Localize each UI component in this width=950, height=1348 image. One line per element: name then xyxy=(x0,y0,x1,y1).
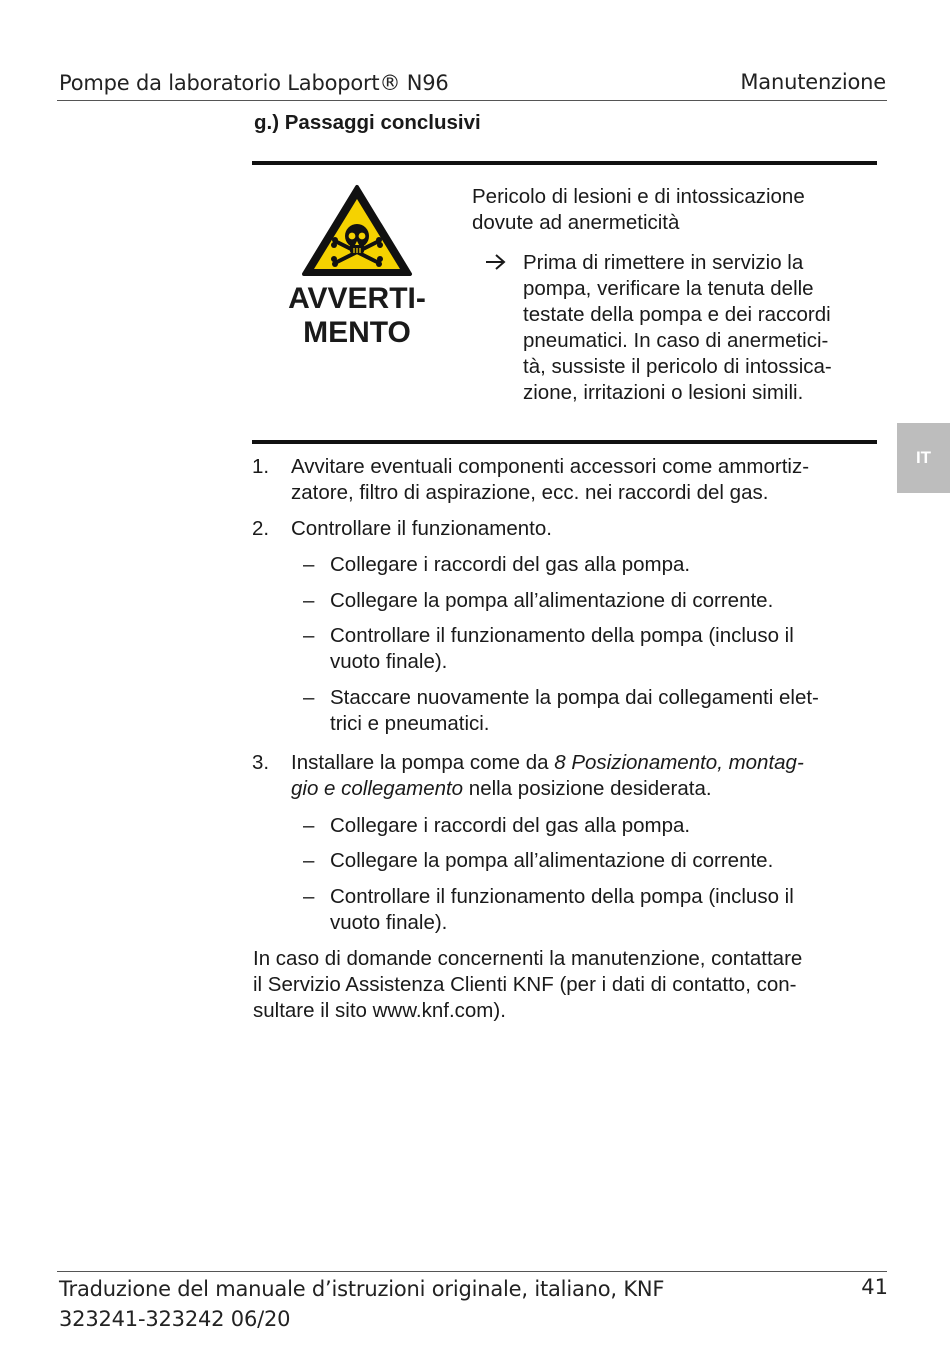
list-bullet: – xyxy=(303,686,315,709)
warning-bottom-rule xyxy=(252,440,877,444)
step-number: 3. xyxy=(252,751,270,774)
arrow-right-icon xyxy=(485,253,507,271)
list-bullet: – xyxy=(303,553,315,576)
list-bullet: – xyxy=(303,849,315,872)
sub-step-text: Controllare il funzionamento della pompa (incluso il vuoto finale). xyxy=(330,885,794,934)
cross-reference-link[interactable]: gio e collegamento xyxy=(291,777,464,800)
step-number: 1. xyxy=(252,455,270,478)
step-text: Installare la pompa come da 8 Posizionamento, montag- gio e collegamento nella posizione desiderata. xyxy=(291,751,804,800)
footer-divider xyxy=(57,1271,887,1272)
list-bullet: – xyxy=(303,589,315,612)
list-bullet: – xyxy=(303,624,315,647)
list-bullet: – xyxy=(303,885,315,908)
sub-step-text: Collegare i raccordi del gas alla pompa. xyxy=(330,553,691,576)
section-title: g.) Passaggi conclusivi xyxy=(254,111,481,134)
warning-instruction: Prima di rimettere in servizio la pompa, verificare la tenuta delle testate della pompa e dei raccordi pneumatici. In caso di anermetici- tà, sussiste il pericolo di intossica- zione, irritazioni o lesioni simili. xyxy=(523,251,832,404)
language-tab: IT xyxy=(897,423,950,493)
sub-step-text: Staccare nuovamente la pompa dai collegamenti elet- trici e pneumatici. xyxy=(330,686,819,735)
step-number: 2. xyxy=(252,517,270,540)
sub-step-text: Collegare la pompa all’alimentazione di corrente. xyxy=(330,589,774,612)
running-header-title: Pompe da laboratorio Laboport® N96 xyxy=(59,71,449,95)
cross-reference-link[interactable]: 8 Posizionamento, montag- xyxy=(554,751,804,774)
step-text: Controllare il funzionamento. xyxy=(291,517,552,540)
warning-hazard-title: Pericolo di lesioni e di intossicazione dovute ad anermeticità xyxy=(472,185,805,234)
sub-step-text: Collegare i raccordi del gas alla pompa. xyxy=(330,814,691,837)
sub-step-text: Controllare il funzionamento della pompa (incluso il vuoto finale). xyxy=(330,624,794,673)
header-divider xyxy=(57,100,887,101)
contact-paragraph: In caso di domande concernenti la manutenzione, contattare il Servizio Assistenza Clienti KNF (per i dati di contatto, con- sultare il sito www.knf.com). xyxy=(253,947,803,1022)
footer-document-number: 323241-323242 06/20 xyxy=(59,1307,291,1331)
warning-top-rule xyxy=(252,161,877,165)
footer-document-title: Traduzione del manuale d’istruzioni originale, italiano, KNF xyxy=(59,1277,665,1301)
running-header-chapter: Manutenzione xyxy=(740,70,886,94)
sub-step-text: Collegare la pompa all’alimentazione di corrente. xyxy=(330,849,774,872)
page-number: 41 xyxy=(861,1275,888,1299)
list-bullet: – xyxy=(303,814,315,837)
toxic-skull-warning-icon xyxy=(301,184,413,278)
warning-signal-word: AVVERTI- MENTO xyxy=(288,282,426,349)
step-text: Avvitare eventuali componenti accessori come ammortiz- zatore, filtro di aspirazione, ecc. nei raccordi del gas. xyxy=(291,455,810,504)
